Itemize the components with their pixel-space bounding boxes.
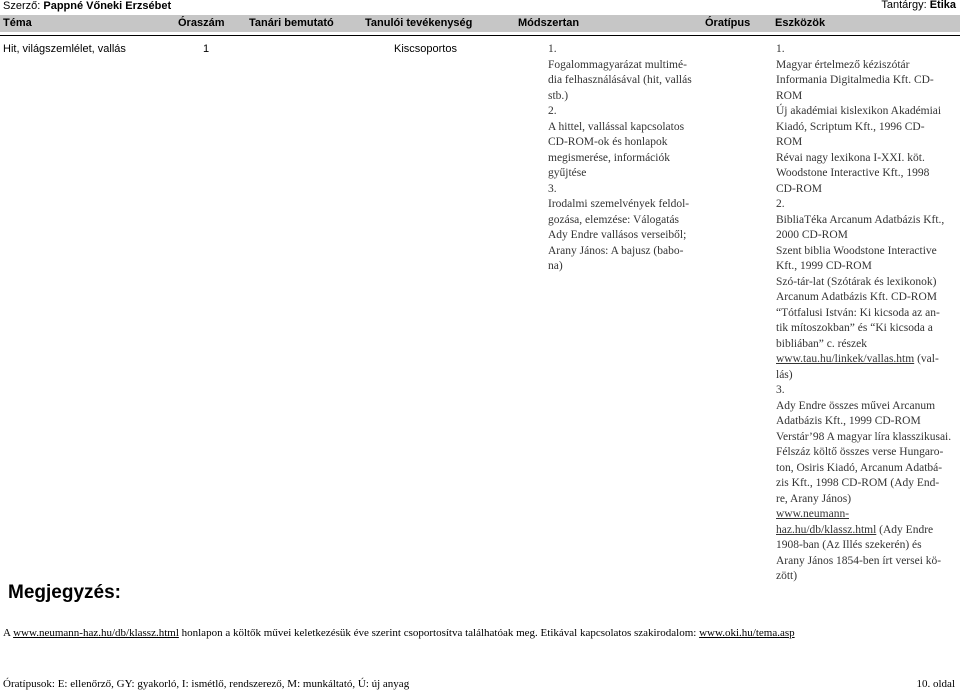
page-number: 10. oldal [916, 678, 955, 690]
cell-tools [776, 42, 951, 585]
activity-line: Ady Endre vallásos verseiből; [548, 229, 687, 241]
author-name: Pappné Vőneki Erzsébet [43, 0, 172, 12]
note-prefix: A [3, 627, 14, 639]
tool-line: Woodstone Interactive Kft., 1998 [776, 167, 930, 179]
document-header [0, 0, 960, 14]
column-header-theme: Téma [3, 17, 32, 29]
activity-line: Fogalommagyarázat multimé- [548, 58, 687, 71]
tool-link[interactable]: haz.hu/db/klassz.html [776, 523, 877, 536]
tool-line: Verstár’98 A magyar líra klasszikusai. [776, 430, 952, 443]
activity-line: Arany János: A bajusz (babo- [548, 244, 684, 257]
column-header-hours: Óraszám [178, 17, 225, 29]
neumann-link[interactable]: www.neumann-haz.hu/db/klassz.html [13, 627, 179, 639]
author-label: Szerző: [3, 0, 41, 12]
column-header-student-activity: Tanulói tevékenység [365, 17, 473, 29]
tool-line: Szó-tár-lat (Szótárak és lexikonok) [776, 275, 937, 288]
column-header-methodology: Módszertan [518, 17, 580, 29]
subject-value: Etika [929, 0, 956, 11]
activity-line: 2. [548, 105, 557, 117]
tool-link[interactable]: www.tau.hu/linkek/vallas.htm [776, 353, 915, 365]
column-header-lesson-type: Óratípus [705, 17, 751, 29]
column-header-tools: Eszközök [775, 17, 826, 29]
cell-lesson-type [729, 42, 749, 73]
subject-line [881, 0, 956, 11]
tool-line: 2. [776, 198, 785, 210]
activity-line: 3. [548, 182, 557, 195]
tool-line: Kiadó, Scriptum Kft., 1996 CD- [776, 120, 925, 133]
tool-line: ROM [776, 136, 803, 148]
tool-line: Szent biblia Woodstone Interactive [776, 244, 937, 257]
tool-link-suffix: (Ady Endre [876, 523, 934, 536]
tool-line[interactable] [776, 507, 951, 523]
tool-line: 1908-ban (Az Illés szekerén) és [776, 539, 922, 551]
activity-line: stb.) [548, 89, 569, 102]
oki-link[interactable]: www.oki.hu/tema.asp [699, 627, 795, 639]
tool-line: Arcanum Adatbázis Kft. CD-ROM [776, 291, 937, 303]
tool-line: ROM [776, 89, 803, 102]
tool-link-suffix: (val- [914, 353, 939, 365]
tool-line: Arany János 1854-ben írt versei kö- [776, 554, 942, 567]
tool-line: Adatbázis Kft., 1999 CD-ROM [776, 415, 921, 427]
tool-line: 3. [776, 384, 785, 396]
tool-line: Félszáz költő összes verse Hungaro- [776, 446, 944, 458]
activity-line: gozása, elemzése: Válogatás [548, 213, 680, 226]
tool-line: re, Arany János) [776, 492, 852, 505]
table-header [0, 15, 960, 32]
cell-student-activities [548, 42, 692, 275]
note-text [3, 627, 795, 639]
tool-line: lás) [776, 368, 793, 381]
tool-line: Révai nagy lexikona I-XXI. köt. [776, 151, 925, 164]
activity-line: CD-ROM-ok és honlapok [548, 136, 668, 148]
activity-line: megismerése, információk [548, 151, 670, 164]
activity-line: dia felhasználásával (hit, vallás [548, 74, 692, 86]
tool-line: Új akadémiai kislexikon Akadémiai [776, 105, 942, 117]
tool-line: Ady Endre összes művei Arcanum [776, 399, 936, 412]
tool-line: 1. [776, 43, 785, 55]
tool-line: Kft., 1999 CD-ROM [776, 260, 872, 272]
tool-line: “Tótfalusi István: Ki kicsoda az an- [776, 306, 940, 319]
tool-link[interactable]: www.neumann- [776, 508, 850, 520]
activity-line: A hittel, vallással kapcsolatos [548, 120, 685, 133]
tool-line: ton, Osiris Kiadó, Arcanum Adatbá- [776, 461, 943, 474]
tool-line: Magyar értelmező kéziszótár [776, 58, 910, 71]
activity-line: gyűjtése [548, 167, 587, 179]
tool-line[interactable] [776, 352, 951, 368]
lesson-type-value [729, 58, 749, 74]
tool-line: zött) [776, 570, 798, 582]
cell-hours: 1 [203, 43, 210, 55]
author-line [3, 0, 171, 12]
lesson-type-value [729, 42, 749, 58]
tool-line: CD-ROM [776, 182, 823, 195]
lesson-type-legend: Óratípusok: E: ellenőrző, GY: gyakorló, I: ismétlő, rendszerező, M: munkáltató, Ú: új anyag [3, 678, 410, 690]
note-middle: honlapon a költők művei keletkezésük éve szerint csoportosítva találhatóak meg. Etikával kapcsolatos szakirodalom: [178, 627, 700, 639]
cell-method: Kiscsoportos [394, 43, 457, 55]
tool-line: BibliaTéka Arcanum Adatbázis Kft., [776, 213, 945, 226]
subject-label: Tantárgy: [881, 0, 927, 11]
tool-line: Informania Digitalmedia Kft. CD- [776, 74, 934, 86]
tool-line: 2000 CD-ROM [776, 229, 848, 241]
column-header-teacher-demo: Tanári bemutató [249, 17, 334, 29]
header-divider [0, 35, 960, 36]
cell-theme: Hit, világszemlélet, vallás [3, 43, 126, 55]
tool-line [776, 523, 951, 539]
activity-line: Irodalmi szemelvények feldol- [548, 198, 690, 210]
activity-line: 1. [548, 43, 557, 55]
tool-line: bibliában” c. részek [776, 337, 867, 350]
note-title: Megjegyzés: [8, 582, 121, 603]
tool-line: tik mítoszokban” és “Ki kicsoda a [776, 322, 933, 334]
tool-line: zis Kft., 1998 CD-ROM (Ady End- [776, 477, 940, 489]
activity-line: na) [548, 260, 563, 272]
